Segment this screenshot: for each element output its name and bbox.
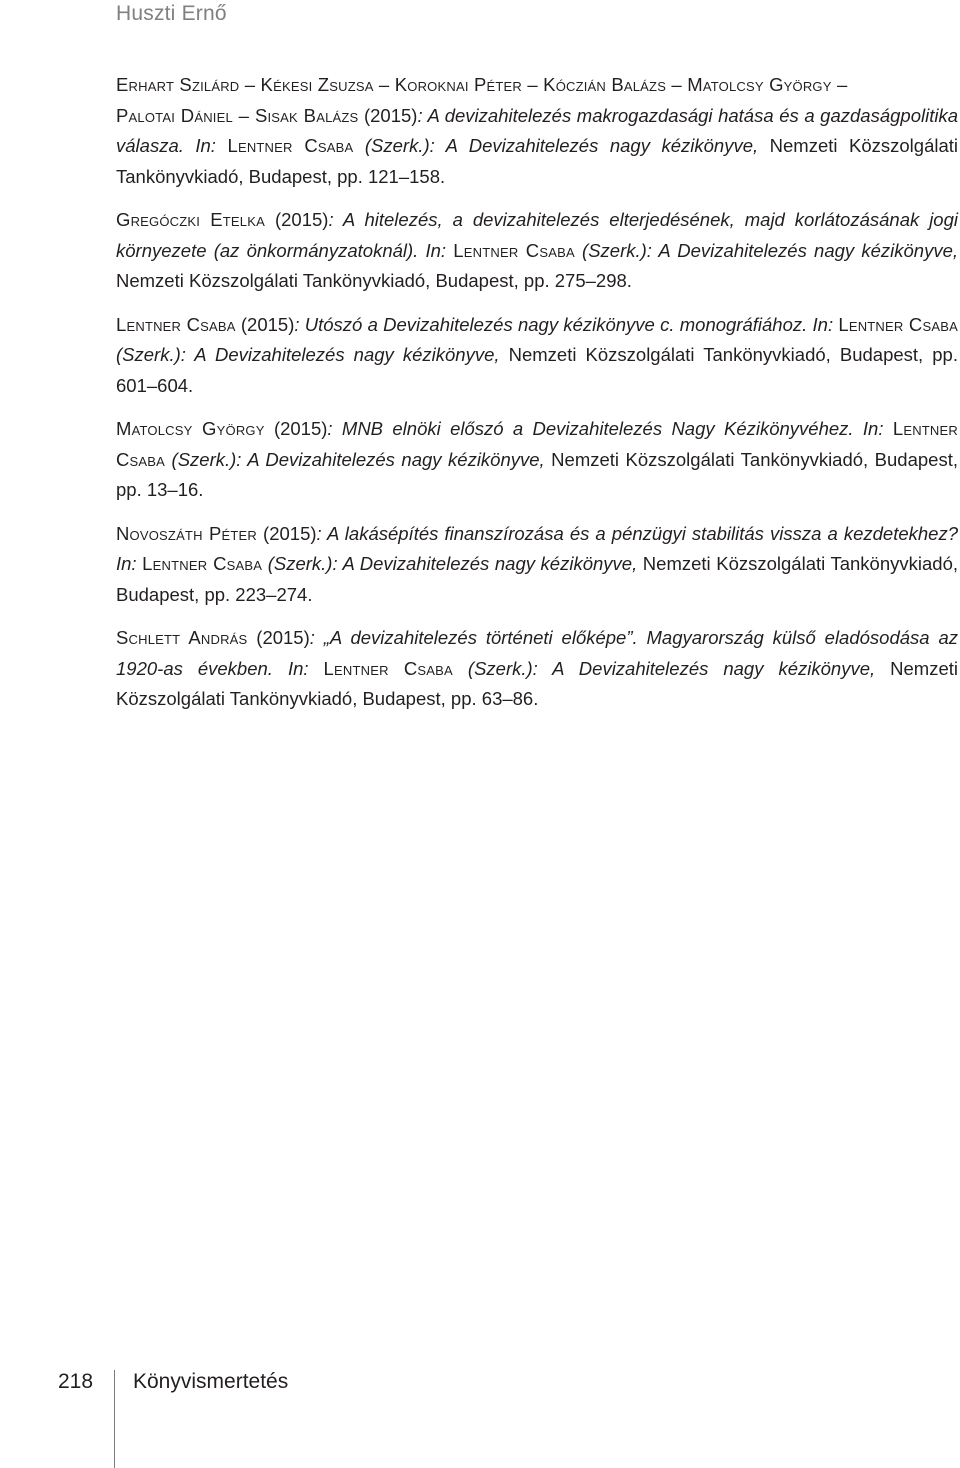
ref-book: (Szerk.): A Devizahitelezés nagy kézikönyve, (452, 657, 876, 679)
ref-book: (Szerk.): A Devizahitelezés nagy kézikönyve, (262, 553, 638, 574)
ref-authors: Novoszáth Péter (116, 522, 257, 544)
reference-item (116, 414, 958, 506)
ref-publisher: Nemzeti Közszolgálati Tankönyvkiadó, Budapest, pp. 121–158. (116, 135, 959, 187)
ref-year: (2015) (358, 104, 418, 126)
ref-title: : A devizahitelezés makrogazdasági hatása és a gazdaságpolitika válasza. In: (116, 104, 958, 156)
running-head-author: Huszti Ernő (116, 2, 227, 25)
ref-year: (2015) (264, 418, 328, 439)
ref-book: (Szerk.): A Devizahitelezés nagy kézikönyve, (353, 135, 759, 156)
ref-year: (2015) (264, 209, 329, 230)
page-footer (0, 1360, 960, 1468)
ref-title: : Utószó a Devizahitelezés nagy kézikönyve c. monográfiához. In: (294, 313, 839, 335)
section-title: Könyvismertetés (133, 1370, 289, 1393)
footer-divider (114, 1370, 115, 1468)
ref-book: (Szerk.): A Devizahitelezés nagy kézikönyve, (116, 344, 500, 365)
reference-item (116, 623, 958, 715)
ref-publisher: Nemzeti Közszolgálati Tankönyvkiadó, Budapest, pp. 13–16. (116, 448, 958, 500)
ref-year: (2015) (235, 313, 295, 335)
ref-publisher: Nemzeti Közszolgálati Tankönyvkiadó, Budapest, pp. 601–604. (116, 344, 958, 396)
page-number: 218 (58, 1370, 94, 1393)
ref-book: (Szerk.): A Devizahitelezés nagy kézikönyve, (574, 239, 959, 261)
ref-editor: Lentner Csaba (116, 418, 958, 470)
ref-editor: Lentner Csaba (323, 657, 453, 679)
ref-title: : MNB elnöki előszó a Devizahitelezés Nagy Kézikönyvéhez. In: (327, 418, 893, 439)
ref-authors: Matolcsy György (116, 418, 265, 439)
reference-item (116, 310, 958, 402)
ref-publisher: Nemzeti Közszolgálati Tankönyvkiadó, Budapest, pp. 223–274. (116, 553, 958, 605)
ref-book: (Szerk.): A Devizahitelezés nagy kézikönyve, (165, 448, 545, 470)
reference-item (116, 205, 958, 297)
ref-title: : „A devizahitelezés történeti előképe”. Magyarország külső eladósodása az 1920-as években. In: (116, 627, 958, 679)
ref-editor: Lentner Csaba (142, 553, 263, 574)
ref-editor: Lentner Csaba (227, 135, 354, 156)
reference-item (116, 70, 958, 192)
ref-year: (2015) (247, 627, 310, 648)
ref-authors: Gregóczki Etelka (116, 209, 265, 230)
ref-editor: Lentner Csaba (838, 313, 958, 335)
ref-title: : A hitelezés, a devizahitelezés elterjedésének, majd korlátozásának jogi környezete (az önkormányzatoknál). In: (116, 209, 958, 261)
ref-editor: Lentner Csaba (453, 239, 575, 261)
ref-year: (2015) (256, 522, 317, 544)
ref-authors: Schlett András (116, 627, 248, 648)
ref-title: : A lakásépítés finanszírozása és a pénzügyi stabilitás vissza a kezdetekhez? In: (116, 522, 958, 574)
ref-authors: Lentner Csaba (116, 313, 236, 335)
ref-authors: Erhart Szilárd – Kékesi Zsuzsa – Koroknai Péter – Kóczián Balázs – Matolcsy György – (116, 74, 848, 95)
ref-authors-cont: Palotai Dániel – Sisak Balázs (116, 104, 359, 126)
ref-publisher: Nemzeti Közszolgálati Tankönyvkiadó, Budapest, pp. 275–298. (116, 270, 632, 291)
reference-list (116, 70, 958, 728)
ref-publisher: Nemzeti Közszolgálati Tankönyvkiadó, Budapest, pp. 63–86. (116, 657, 958, 709)
reference-item (116, 519, 958, 611)
